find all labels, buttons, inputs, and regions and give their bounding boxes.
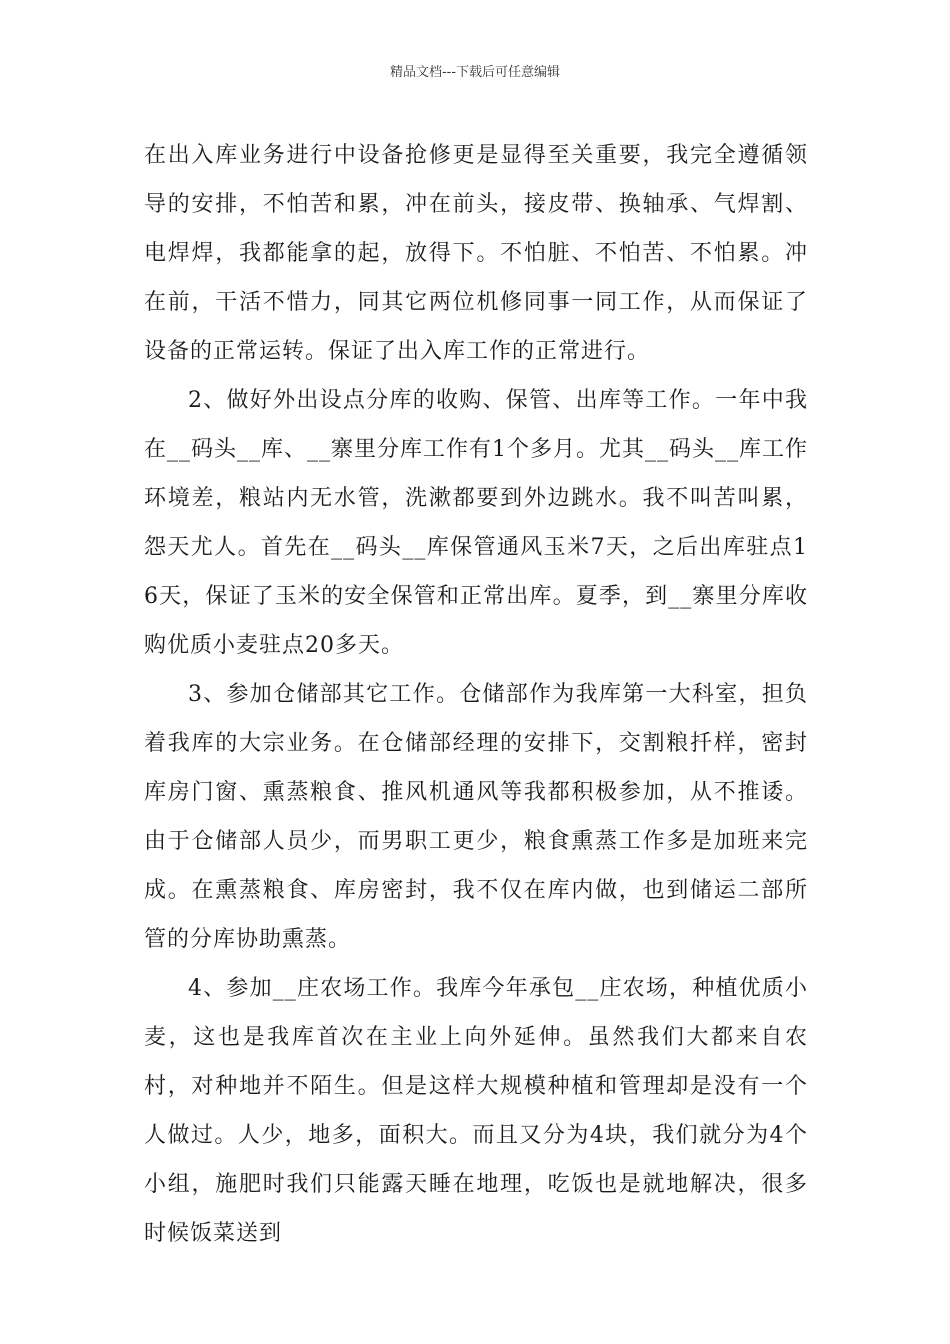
paragraph-2: 2、做好外出设点分库的收购、保管、出库等工作。一年中我在__码头__库、__寨里分库工作有1个多月。尤其__码头__库工作环境差，粮站内无水管，洗漱都要到外边跳水。我不叫苦叫累，怨天尤人。首先在__码头__库保管通风玉米7天，之后出库驻点16天，保证了玉米的安全保管和正常出库。夏季，到__寨里分库收购优质小麦驻点20多天。 xyxy=(144,388,808,658)
document-body xyxy=(144,131,808,1258)
page-header: 精品文档---下载后可任意编辑 xyxy=(389,65,561,80)
paragraph-4: 4、参加__庄农场工作。我库今年承包__庄农场，种植优质小麦，这也是我库首次在主业上向外延伸。虽然我们大都来自农村，对种地并不陌生。但是这样大规模种植和管理却是没有一个人做过。人少，地多，面积大。而且又分为4块，我们就分为4个小组，施肥时我们只能露天睡在地理，吃饭也是就地解决，很多时候饭菜送到 xyxy=(144,976,808,1246)
paragraph-3: 3、参加仓储部其它工作。仓储部作为我库第一大科室，担负着我库的大宗业务。在仓储部经理的安排下，交割粮扦样，密封库房门窗、熏蒸粮食、推风机通风等我都积极参加，从不推诿。由于仓储部人员少，而男职工更少，粮食熏蒸工作多是加班来完成。在熏蒸粮食、库房密封，我不仅在库内做，也到储运二部所管的分库协助熏蒸。 xyxy=(144,682,808,952)
paragraph-1: 在出入库业务进行中设备抢修更是显得至关重要，我完全遵循领导的安排，不怕苦和累，冲在前头，接皮带、换轴承、气焊割、电焊焊，我都能拿的起，放得下。不怕脏、不怕苦、不怕累。冲在前，干活不惜力，同其它两位机修同事一同工作，从而保证了设备的正常运转。保证了出入库工作的正常进行。 xyxy=(144,143,808,364)
